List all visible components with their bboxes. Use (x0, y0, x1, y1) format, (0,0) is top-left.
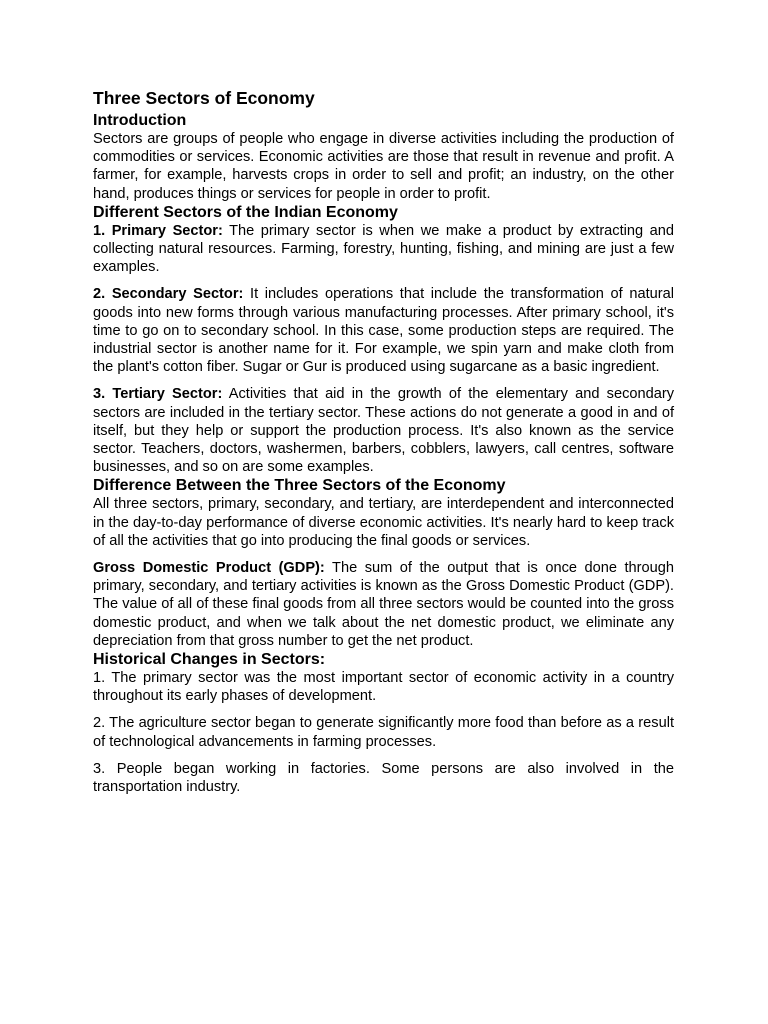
label-secondary-sector: 2. Secondary Sector: (93, 286, 244, 303)
heading-historical-changes: Historical Changes in Sectors: (93, 651, 326, 669)
label-tertiary-sector: 3. Tertiary Sector: (93, 386, 223, 403)
paragraph-primary-sector (93, 222, 674, 277)
paragraph-difference: All three sectors, primary, secondary, and tertiary, are interdependent and interconnected in the day-to-day performance of diverse economic activities. It's nearly hard to keep track of all the activities that go into producing the final goods or services. (93, 496, 674, 549)
list-item-historical-1: 1. The primary sector was the most important sector of economic activity in a country throughout its early phases of development. (93, 670, 674, 705)
text-secondary-sector: It includes operations that include the transformation of natural goods into new forms through various manufacturing processes. After primary school, it's time to go on to secondary school. In this case, some production steps are required. The industrial sector is another name for it. For example, we spin yarn and make cloth from the plant's cotton fiber. Sugar or Gur is produced using sugarcane as a basic ingredient. (93, 286, 675, 376)
text-primary-sector: The primary sector is when we make a product by extracting and collecting natural resources. Farming, forestry, hunting, fishing, and mining are just a few examples. (93, 222, 674, 276)
paragraph-secondary-sector (93, 285, 674, 376)
heading-introduction: Introduction (93, 112, 187, 129)
list-item-historical-2: 2. The agriculture sector began to generate significantly more food than before as a result of technological advancements in farming processes. (93, 715, 674, 750)
paragraph-tertiary-sector (93, 385, 674, 476)
document-page (93, 88, 674, 796)
paragraph-gdp (93, 559, 674, 650)
text-gdp: The sum of the output that is once done through primary, secondary, and tertiary activities is known as the Gross Domestic Product (GDP). The value of all of these final goods from all three sectors would be counted into the gross domestic product, and when we talk about the net domestic product, we eliminate any depreciation from that gross number to get the net product. (93, 560, 674, 649)
text-tertiary-sector: Activities that aid in the growth of the elementary and secondary sectors are included in the tertiary sector. These actions do not generate a good in and of itself, but they help or support the production process. It's also known as the service sector. Teachers, doctors, washermen, barbers, cobblers, lawyers, call centres, software businesses, and so on are some examples. (93, 386, 674, 476)
heading-different-sectors: Different Sectors of the Indian Economy (93, 203, 398, 221)
label-gdp: Gross Domestic Product (GDP): (93, 560, 325, 577)
list-item-historical-3: 3. People began working in factories. Some persons are also involved in the transportation industry. (93, 760, 674, 796)
paragraph-introduction: Sectors are groups of people who engage in diverse activities including the production of commodities or services. Economic activities are those that result in revenue and profit. A farmer, for example, harvests crops in order to sell and profit; an industry, on the other hand, produces things or services for people in order to profit. (93, 131, 674, 202)
heading-difference: Difference Between the Three Sectors of the Economy (93, 477, 506, 495)
document-title: Three Sectors of Economy (93, 88, 315, 108)
label-primary-sector: 1. Primary Sector: (93, 222, 223, 239)
